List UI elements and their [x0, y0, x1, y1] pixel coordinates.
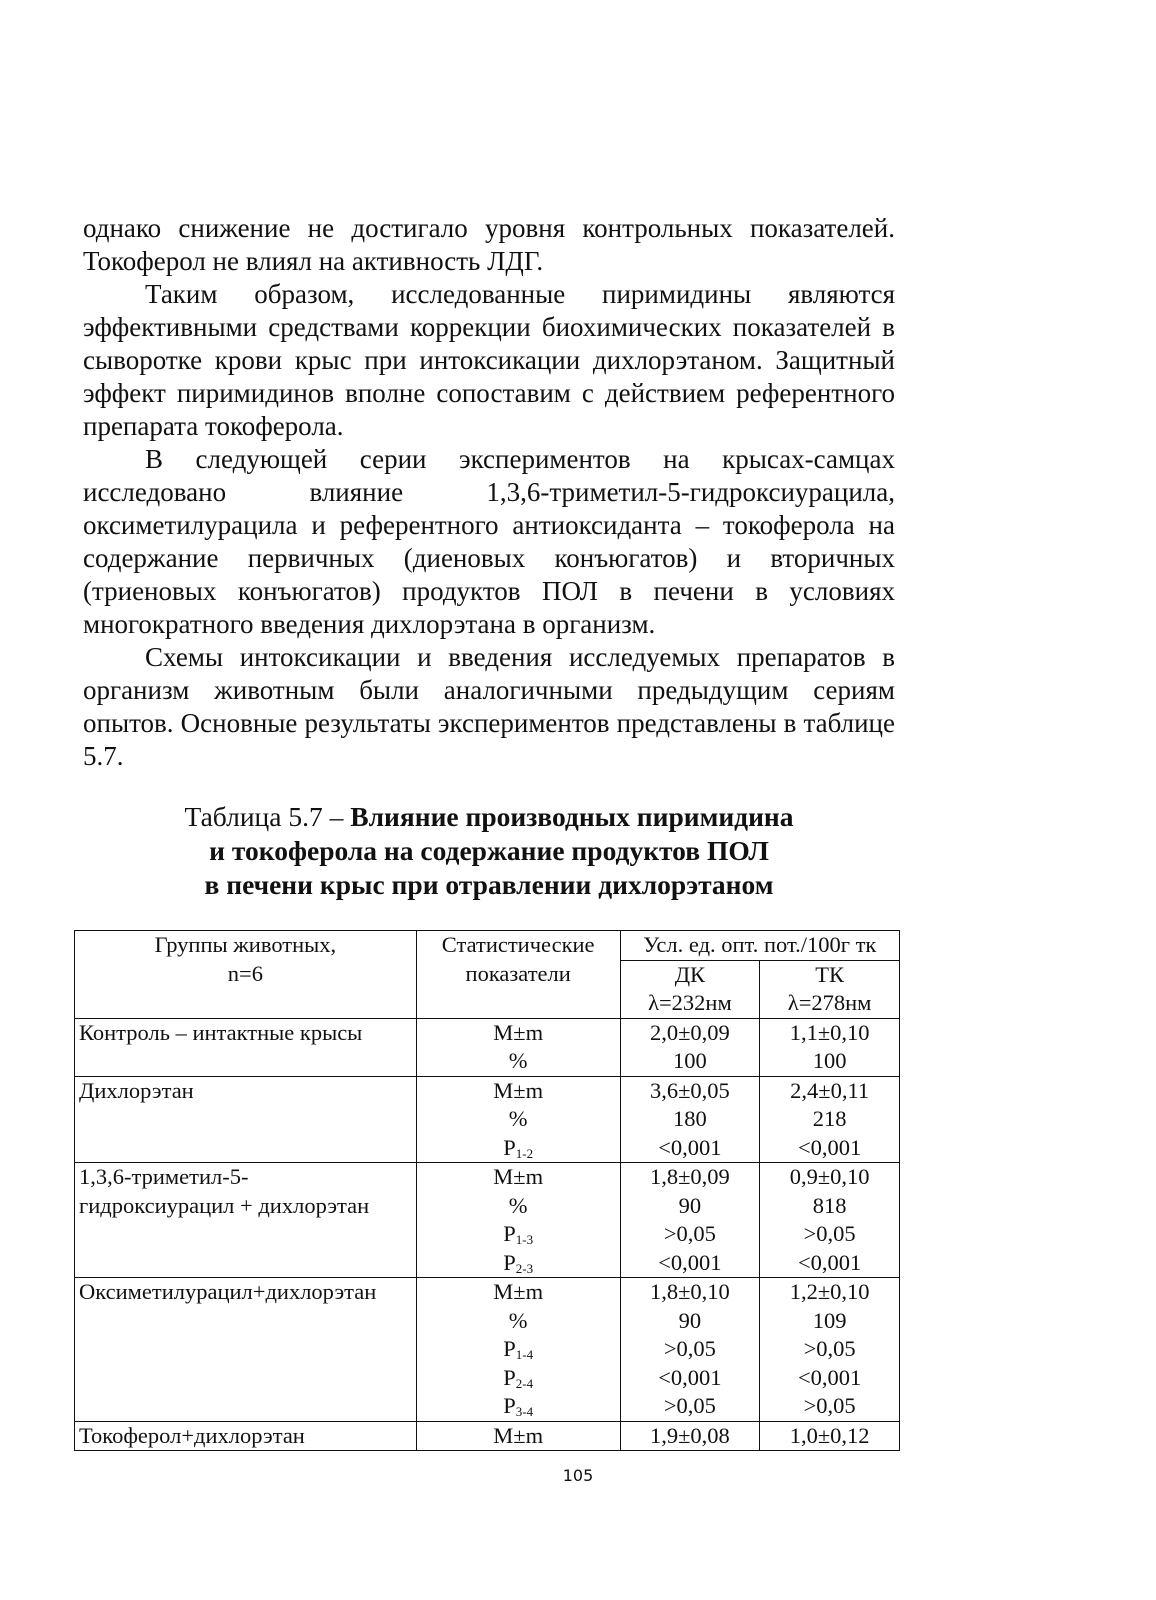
body-text: [83, 212, 895, 773]
group-name: Оксиметилурацил+дихлорэтан: [79, 1279, 377, 1304]
table-row: [75, 1278, 900, 1422]
caption-title-line: и токоферола на содержание продуктов ПОЛ: [209, 835, 769, 866]
tk-cell: [760, 1018, 900, 1076]
stat-label: $P_{1-4}$: [503, 1336, 534, 1362]
tk-cell: [760, 1163, 900, 1278]
stat-label: %: [508, 1307, 528, 1333]
header-statistics: Статистические показатели: [416, 931, 620, 1019]
table-row: [75, 1421, 900, 1451]
tk-value: 2,4±0,11: [790, 1077, 870, 1103]
stat-cell: [416, 1278, 620, 1422]
header-groups: Группы животных, n=6: [75, 931, 417, 1019]
group-name: Токоферол+дихлорэтан: [79, 1422, 305, 1448]
group-name: гидроксиурацил + дихлорэтан: [79, 1192, 370, 1218]
stat-cell: [416, 1163, 620, 1278]
paragraph: однако снижение не достигало уровня контрольных показателей. Токоферол не влиял на активность ЛДГ.: [83, 213, 895, 276]
dk-cell: [620, 1018, 760, 1076]
tk-value: >0,05: [803, 1393, 856, 1418]
stat-label: M±m: [493, 1422, 544, 1448]
dk-value: 180: [673, 1106, 707, 1131]
dk-value: >0,05: [663, 1393, 716, 1418]
dk-value: 2,0±0,09: [649, 1019, 730, 1045]
tk-value: 109: [812, 1307, 847, 1333]
header-units: Усл. ед. опт. пот./100г тк: [620, 931, 899, 961]
dk-value: 90: [678, 1307, 702, 1333]
header-tk: ТК λ=278нм: [760, 960, 900, 1018]
page-number: 105: [562, 1466, 594, 1485]
dk-value: 1,8±0,10: [649, 1279, 730, 1304]
stat-label: M±m: [493, 1077, 544, 1103]
tk-value: 1,0±0,12: [789, 1422, 870, 1448]
table-row: [75, 1076, 900, 1163]
dk-value: <0,001: [658, 1134, 722, 1160]
results-table: [74, 930, 900, 1451]
stat-cell: [416, 1076, 620, 1163]
tk-cell: [760, 1278, 900, 1422]
dk-value: <0,001: [658, 1249, 722, 1275]
stat-cell: [416, 1421, 620, 1451]
group-name-cell: [75, 1278, 417, 1422]
dk-value: >0,05: [663, 1221, 716, 1246]
table-row: [75, 1018, 900, 1076]
paragraph: В следующей серии экспериментов на крысах-самцах исследовано влияние 1,3,6-триметил-5-гидроксиурацила, оксиметилурацила и референтного антиоксиданта – токоферола на содержание первичных (диеновых конъюгатов) и вторичных (триеновых конъюгатов) продуктов ПОЛ в печени в условиях многократного введения дихлорэтана в организм.: [83, 444, 895, 639]
dk-value: >0,05: [663, 1336, 716, 1361]
stat-label: M±m: [493, 1164, 544, 1189]
group-name-cell: [75, 1421, 417, 1451]
dk-cell: [620, 1076, 760, 1163]
dk-value: 1,9±0,08: [649, 1422, 730, 1448]
stat-label: M±m: [493, 1019, 544, 1045]
caption-prefix: Таблица 5.7 –: [184, 801, 351, 832]
tk-value: 818: [812, 1192, 847, 1218]
header-dk: ДК λ=232нм: [620, 960, 760, 1018]
stat-label: %: [508, 1048, 528, 1073]
dk-cell: [620, 1278, 760, 1422]
stat-label: $P_{3-4}$: [503, 1393, 534, 1419]
dk-value: 1,8±0,09: [649, 1164, 730, 1189]
tk-value: <0,001: [797, 1134, 862, 1160]
dk-value: 3,6±0,05: [649, 1077, 730, 1103]
stat-label: $P_{1-2}$: [503, 1134, 534, 1161]
stat-cell: [416, 1018, 620, 1076]
tk-cell: [760, 1421, 900, 1451]
tk-value: 100: [812, 1048, 847, 1073]
dk-value: <0,001: [658, 1364, 722, 1390]
group-name-cell: [75, 1076, 417, 1163]
tk-value: >0,05: [803, 1221, 856, 1246]
paragraph: Схемы интоксикации и введения исследуемых препаратов в организм животным были аналогичными предыдущим сериям опытов. Основные результаты экспериментов представлены в таблице 5.7.: [83, 642, 895, 771]
paragraph: Таким образом, исследованные пиримидины являются эффективными средствами коррекции биохимических показателей в сыворотке крови крыс при интоксикации дихлорэтаном. Защитный эффект пиримидинов вполне сопоставим с действием референтного препарата токоферола.: [83, 279, 895, 441]
tk-value: 1,1±0,10: [789, 1019, 870, 1045]
group-name: Дихлорэтан: [79, 1077, 194, 1103]
tk-value: 1,2±0,10: [789, 1279, 870, 1304]
caption-title-line: в печени крыс при отравлении дихлорэтаном: [204, 869, 774, 900]
tk-cell: [760, 1076, 900, 1163]
tk-value: >0,05: [803, 1336, 856, 1361]
tk-value: <0,001: [797, 1249, 862, 1275]
dk-cell: [620, 1163, 760, 1278]
group-name-cell: [75, 1018, 417, 1076]
stat-label: $P_{2-4}$: [503, 1364, 534, 1391]
caption-title-line: Влияние производных пиримидина: [350, 801, 794, 832]
table-row: [75, 1163, 900, 1278]
group-name: Контроль – интактные крысы: [79, 1019, 363, 1045]
tk-value: 0,9±0,10: [789, 1164, 870, 1189]
stat-label: $P_{2-3}$: [503, 1249, 534, 1276]
tk-value: <0,001: [797, 1364, 862, 1390]
tk-value: 218: [812, 1106, 847, 1131]
stat-label: M±m: [493, 1279, 544, 1304]
dk-value: 90: [678, 1192, 702, 1218]
stat-label: %: [508, 1192, 528, 1218]
stat-label: %: [508, 1106, 528, 1131]
table-caption: [83, 800, 895, 902]
dk-value: 100: [673, 1048, 707, 1073]
stat-label: $P_{1-3}$: [503, 1221, 534, 1247]
group-name: 1,3,6-триметил-5-: [79, 1164, 249, 1189]
group-name-cell: [75, 1163, 417, 1278]
dk-cell: [620, 1421, 760, 1451]
